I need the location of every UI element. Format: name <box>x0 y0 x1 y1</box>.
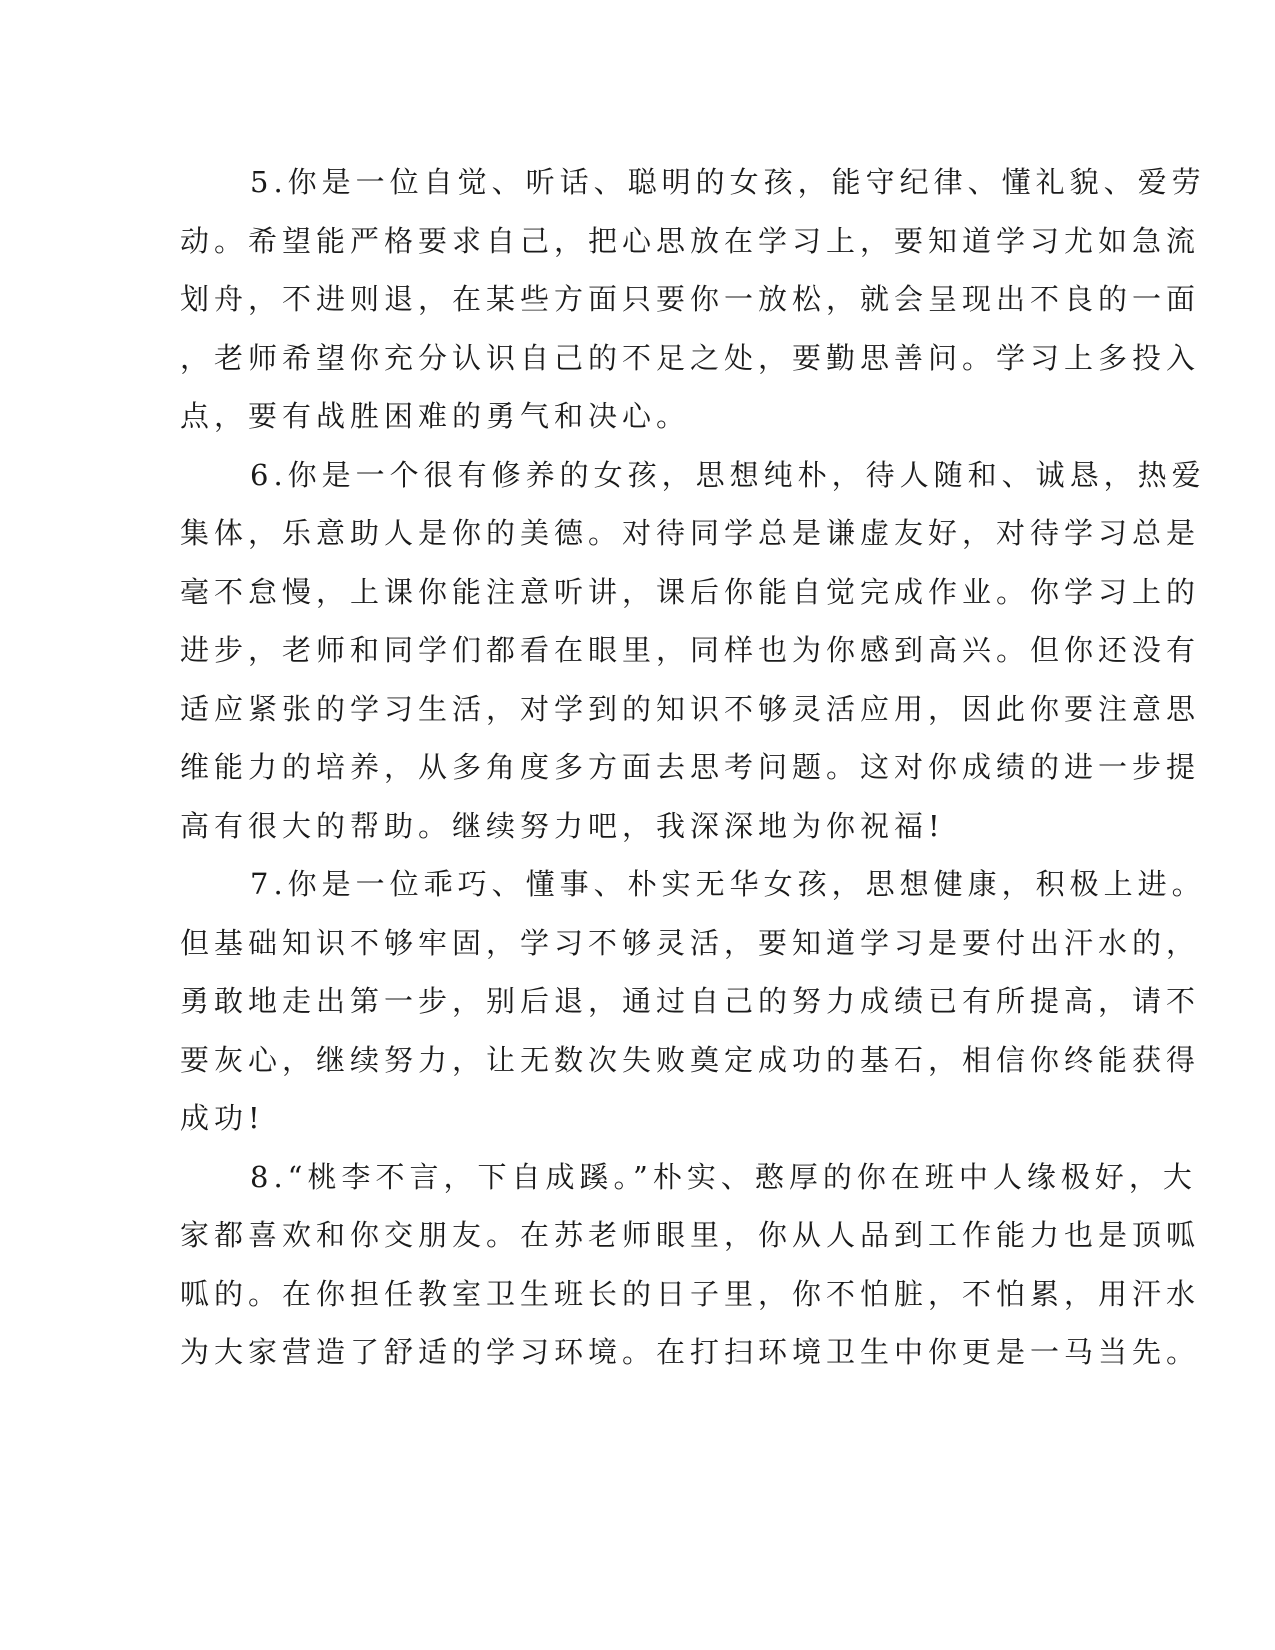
paragraph-6-line-5: 适应紧张的学习生活，对学到的知识不够灵活应用，因此你要注意思 <box>180 692 1201 726</box>
paragraph-5-line-4: ，老师希望你充分认识自己的不足之处，要勤思善问。学习上多投入 <box>180 341 1201 375</box>
paragraph-6-line-7: 高有很大的帮助。继续努力吧，我深深地为你祝福! <box>180 809 945 843</box>
paragraph-6-line-4: 进步，老师和同学们都看在眼里，同样也为你感到高兴。但你还没有 <box>180 633 1201 667</box>
paragraph-5-line-5: 点，要有战胜困难的勇气和决心。 <box>180 399 691 433</box>
paragraph-8-line-1: 8.“桃李不言，下自成蹊。”朴实、憨厚的你在班中人缘极好，大 <box>250 1160 1197 1194</box>
paragraph-8-line-2: 家都喜欢和你交朋友。在苏老师眼里，你从人品到工作能力也是顶呱 <box>180 1218 1201 1252</box>
paragraph-7-line-3: 勇敢地走出第一步，别后退，通过自己的努力成绩已有所提高，请不 <box>180 984 1201 1018</box>
paragraph-7-line-4: 要灰心，继续努力，让无数次失败奠定成功的基石，相信你终能获得 <box>180 1043 1201 1077</box>
paragraph-6-line-1: 6.你是一个很有修养的女孩，思想纯朴，待人随和、诚恳，热爱 <box>250 458 1206 492</box>
paragraph-8-line-3: 呱的。在你担任教室卫生班长的日子里，你不怕脏，不怕累，用汗水 <box>180 1277 1201 1311</box>
paragraph-7-line-1: 7.你是一位乖巧、懂事、朴实无华女孩，思想健康，积极上进。 <box>250 867 1206 901</box>
paragraph-6-line-2: 集体，乐意助人是你的美德。对待同学总是谦虚友好，对待学习总是 <box>180 516 1201 550</box>
paragraph-5-line-2: 动。希望能严格要求自己，把心思放在学习上，要知道学习尤如急流 <box>180 224 1201 258</box>
paragraph-7-line-2: 但基础知识不够牢固，学习不够灵活，要知道学习是要付出汗水的， <box>180 926 1201 960</box>
paragraph-5-line-1: 5.你是一位自觉、听话、聪明的女孩，能守纪律、懂礼貌、爱劳 <box>250 165 1206 199</box>
paragraph-8-line-4: 为大家营造了舒适的学习环境。在打扫环境卫生中你更是一马当先。 <box>180 1335 1201 1369</box>
paragraph-7-line-5: 成功! <box>180 1101 265 1135</box>
paragraph-6-line-3: 毫不怠慢，上课你能注意听讲，课后你能自觉完成作业。你学习上的 <box>180 575 1201 609</box>
paragraph-6-line-6: 维能力的培养，从多角度多方面去思考问题。这对你成绩的进一步提 <box>180 750 1201 784</box>
paragraph-5-line-3: 划舟，不进则退，在某些方面只要你一放松，就会呈现出不良的一面 <box>180 282 1201 316</box>
